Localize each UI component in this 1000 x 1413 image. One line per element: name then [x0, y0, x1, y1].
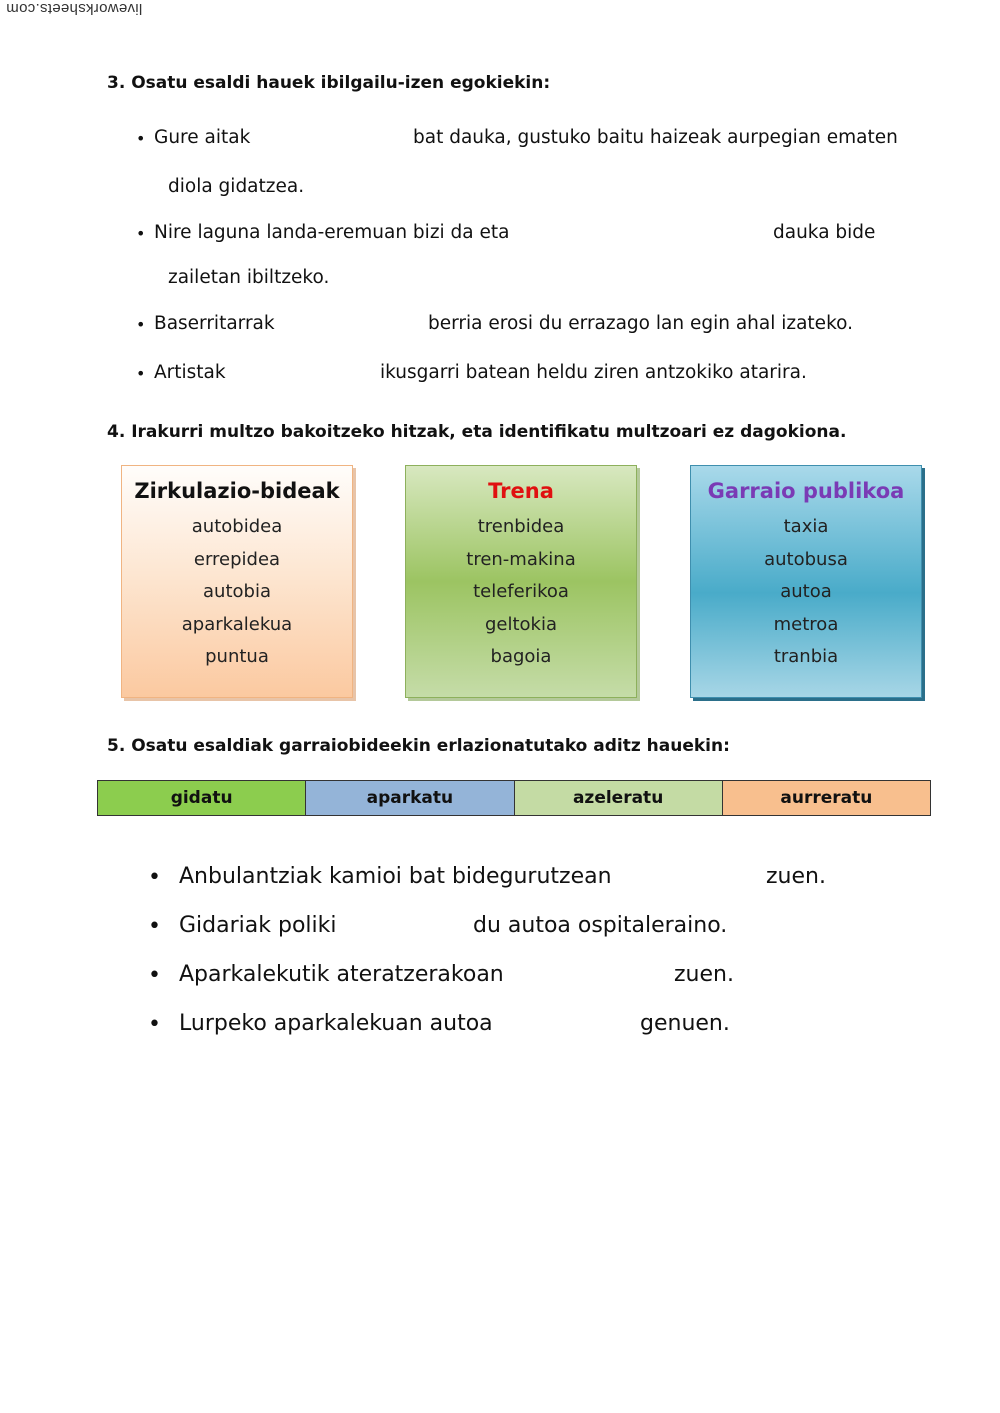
verb-bank	[97, 780, 931, 816]
sentence-end: du autoa ospitaleraino.	[473, 913, 728, 938]
group-title: Garraio publikoa	[707, 479, 905, 503]
group-word: aparkalekua	[181, 613, 293, 635]
sentence-end: genuen.	[640, 1011, 730, 1036]
group-word: autobia	[203, 581, 271, 602]
bullet-icon: •	[148, 1012, 161, 1037]
sentence-end: zuen.	[674, 962, 734, 987]
sentence-end: zuen.	[766, 864, 826, 889]
group-word: puntua	[205, 646, 269, 667]
verb-aparkatu: aparkatu	[306, 781, 514, 816]
group-word: teleferikoa	[473, 581, 569, 602]
bullet-icon: •	[136, 129, 146, 148]
group-word: tren-makina	[466, 548, 576, 570]
sentence-start: Anbulantziak kamioi bat bidegurutzean	[179, 864, 612, 889]
sentence-start: Artistak	[154, 362, 226, 383]
bullet-icon: •	[136, 364, 146, 383]
sentence-continuation: zailetan ibiltzeko.	[168, 267, 330, 288]
watermark: liveworksheets.com	[6, 0, 143, 17]
bullet-icon: •	[148, 914, 161, 939]
group-word: errepidea	[193, 548, 281, 570]
sentence-continuation: diola gidatzea.	[168, 176, 305, 197]
verb-azeleratu: azeleratu	[514, 781, 722, 816]
verb-aurreratu: aurreratu	[722, 781, 930, 816]
sentence-start: Gidariak poliki	[179, 913, 337, 938]
group-title: Trena	[488, 479, 554, 503]
group-word: autoa	[780, 581, 832, 602]
group-box-trena	[405, 465, 637, 698]
group-box-zirkulazio-bideak	[121, 465, 353, 698]
group-box-garraio-publikoa	[690, 465, 922, 698]
bullet-icon: •	[136, 224, 146, 243]
group-word: geltokia	[484, 613, 558, 635]
sentence-end: bat dauka, gustuko baitu haizeak aurpegian ematen	[413, 127, 898, 148]
group-title: Zirkulazio-bideak	[134, 479, 340, 503]
group-word: autobusa	[764, 548, 848, 570]
sentence-start: Nire laguna landa-eremuan bizi da eta	[154, 222, 510, 243]
group-word: metroa	[773, 613, 839, 635]
group-word: taxia	[783, 516, 829, 537]
section4-heading: 4. Irakurri multzo bakoitzeko hitzak, eta identifikatu multzoari ez dagokiona.	[107, 422, 847, 442]
sentence-end: dauka bide	[773, 222, 876, 243]
group-word: autobidea	[191, 516, 283, 537]
sentence-start: Aparkalekutik ateratzerakoan	[179, 962, 504, 987]
sentence-start: Baserritarrak	[154, 313, 275, 334]
group-word: tranbia	[773, 646, 839, 667]
bullet-icon: •	[136, 315, 146, 334]
bullet-icon: •	[148, 865, 161, 890]
sentence-start: Gure aitak	[154, 127, 251, 148]
group-word: trenbidea	[477, 516, 565, 537]
verb-gidatu: gidatu	[98, 781, 306, 816]
sentence-start: Lurpeko aparkalekuan autoa	[179, 1011, 493, 1036]
bullet-icon: •	[148, 963, 161, 988]
section3-heading: 3. Osatu esaldi hauek ibilgailu-izen egokiekin:	[107, 73, 551, 93]
sentence-end: berria erosi du errazago lan egin ahal izateko.	[428, 313, 853, 334]
group-word: bagoia	[490, 646, 552, 667]
sentence-end: ikusgarri batean heldu ziren antzokiko atarira.	[380, 362, 807, 383]
section5-heading: 5. Osatu esaldiak garraiobideekin erlazionatutako aditz hauekin:	[107, 736, 730, 756]
